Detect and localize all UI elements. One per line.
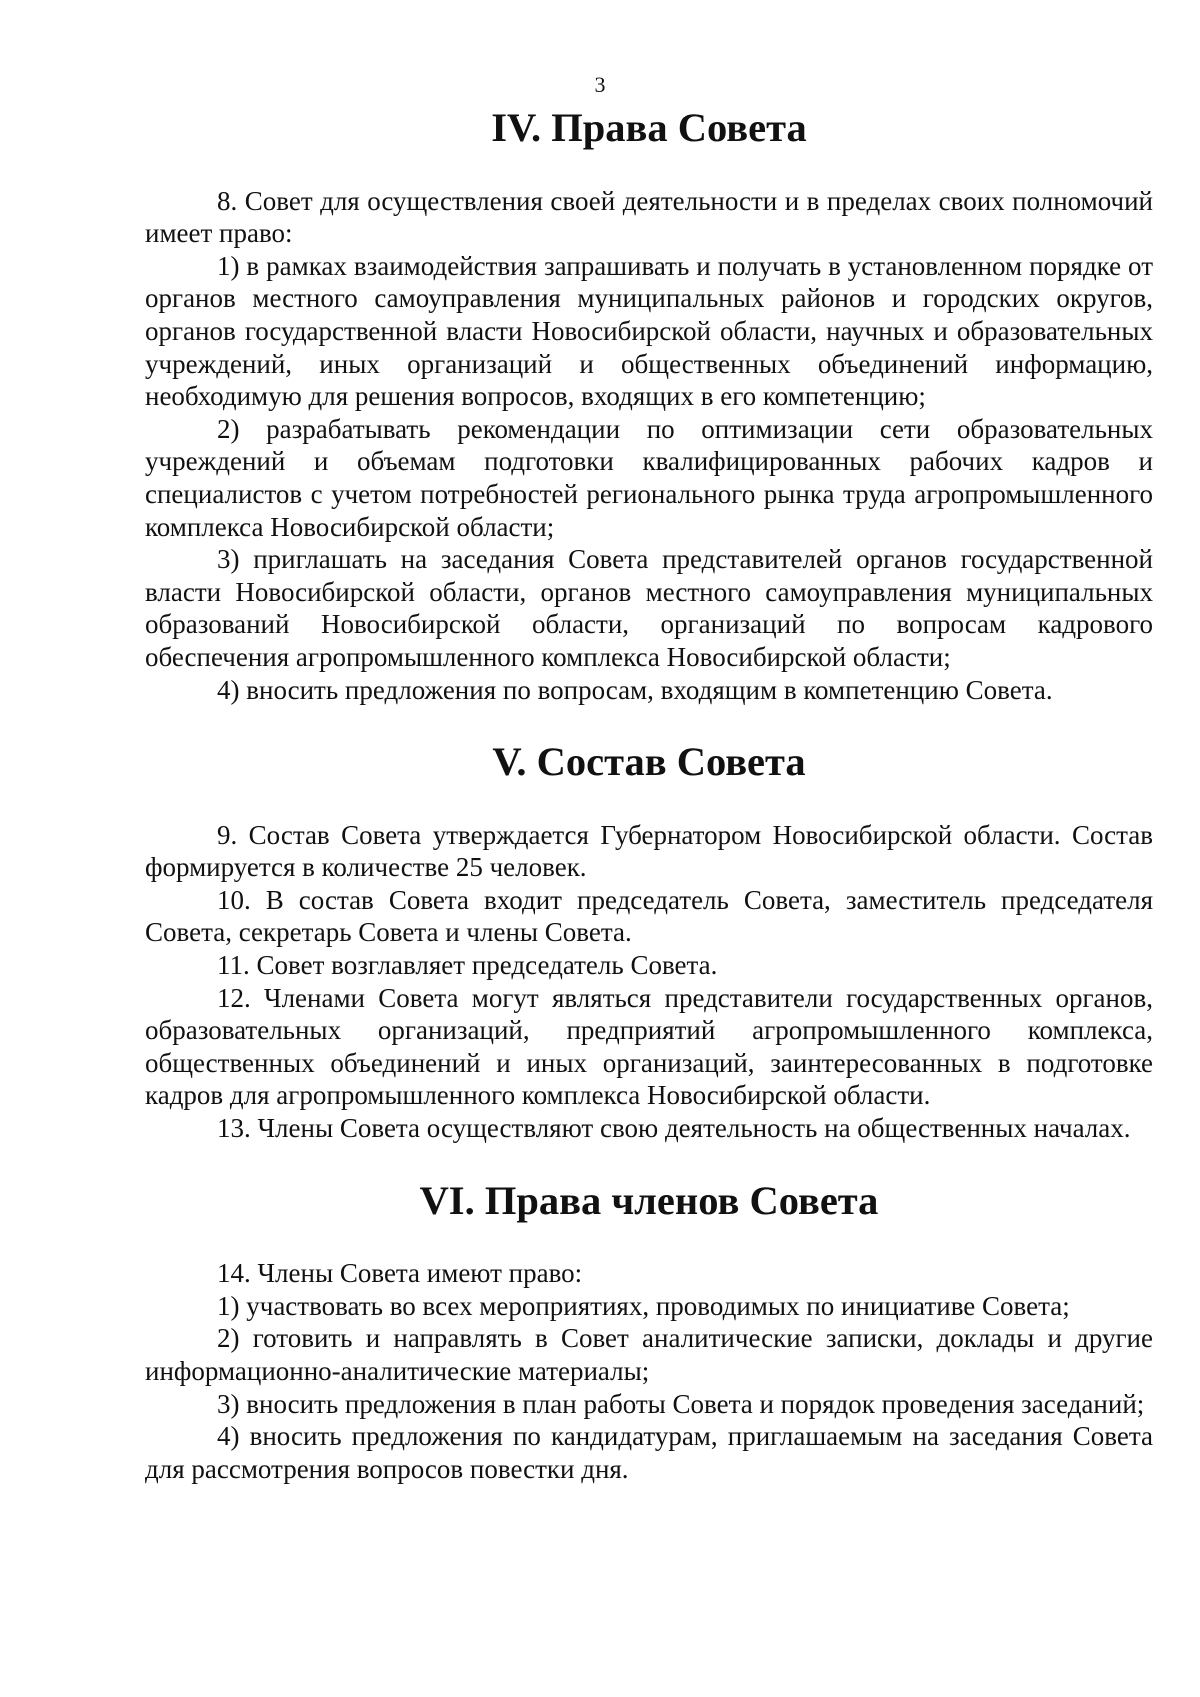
list-item-8-3: 3) приглашать на заседания Совета представителей органов государственной власти Новосибирской области, органов местного самоуправления муниципальных образований Новосибирской области, организаций по вопросам кадрового обеспечения агропромышленного комплекса Новосибирской области; <box>145 544 1153 672</box>
list-item-14-2: 2) готовить и направлять в Совет аналитические записки, доклады и другие информационно-аналитические материалы; <box>145 1323 1153 1386</box>
section-title-rights-of-members: VI. Права членов Совета <box>419 1177 879 1223</box>
paragraph-12: 12. Членами Совета могут являться представители государственных органов, образовательных организаций, предприятий агропромышленного комплекса, общественных объединений и иных организаций, заинтересованных в подготовке кадров для агропромышленного комплекса Новосибирской области. <box>145 982 1153 1111</box>
paragraph-10: 10. В состав Совета входит председатель Совета, заместитель председателя Совета, секретарь Совета и члены Совета. <box>145 884 1153 948</box>
list-item-8-2: 2) разрабатывать рекомендации по оптимизации сети образовательных учреждений и объемам подготовки квалифицированных рабочих кадров и специалистов с учетом потребностей регионального рынка труда агропромышленного комплекса Новосибирской области; <box>145 413 1153 542</box>
section-rights-of-council <box>145 105 1153 706</box>
list-item-8-1: 1) в рамках взаимодействия запрашивать и получать в установленном порядке от органов местного самоуправления муниципальных районов и городских округов, органов государственной власти Новосибирской области, научных и образовательных учреждений, иных организаций и общественных объединений информацию, необходимую для решения вопросов, входящих в его компетенцию; <box>145 250 1153 412</box>
section-rights-of-members <box>145 1177 1153 1486</box>
paragraph-9: 9. Состав Совета утверждается Губернатором Новосибирской области. Состав формируется в количестве 25 человек. <box>145 819 1153 883</box>
section-council-composition <box>145 739 1153 1145</box>
list-item-8-4: 4) вносить предложения по вопросам, входящим в компетенцию Совета. <box>217 674 1053 705</box>
list-item-14-4: 4) вносить предложения по кандидатурам, приглашаемым на заседания Совета для рассмотрения вопросов повестки дня. <box>145 1421 1153 1484</box>
document-body <box>145 105 1153 1485</box>
paragraph-11: 11. Совет возглавляет председатель Совета. <box>217 950 718 981</box>
page-number: 3 <box>594 72 606 97</box>
paragraph-13: 13. Члены Совета осуществляют свою деятельность на общественных началах. <box>217 1113 1131 1144</box>
list-item-14-1: 1) участвовать во всех мероприятиях, проводимых по инициативе Совета; <box>217 1290 1070 1321</box>
paragraph-14: 14. Члены Совета имеют право: <box>217 1258 583 1289</box>
list-item-14-3: 3) вносить предложения в план работы Совета и порядок проведения заседаний; <box>217 1388 1145 1419</box>
section-title-council-composition: V. Состав Совета <box>492 739 806 785</box>
paragraph-8: 8. Совет для осуществления своей деятельности и в пределах своих полномочий имеет право: <box>145 185 1153 249</box>
section-title-rights-of-council: IV. Права Совета <box>491 105 807 150</box>
